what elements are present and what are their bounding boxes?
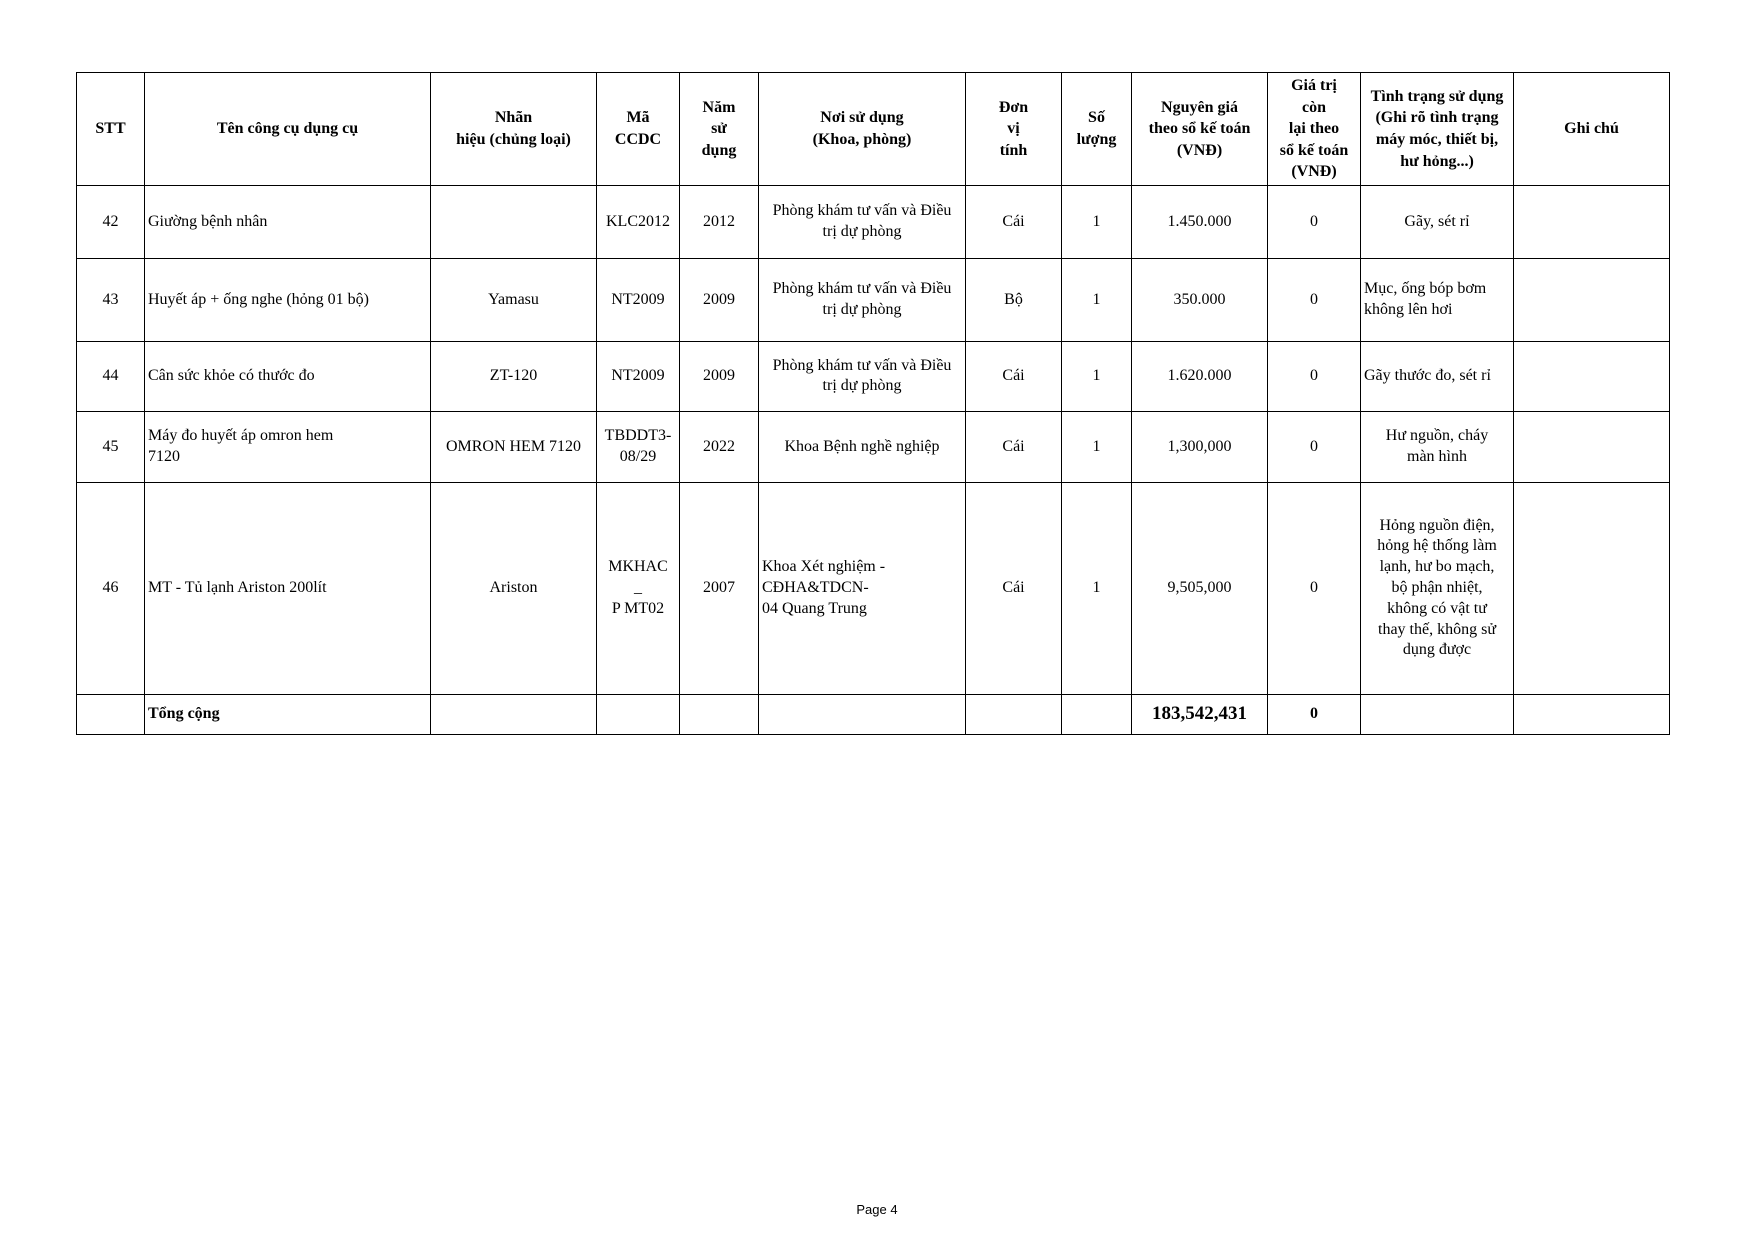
cell-stt: 45 [77,411,145,482]
total-empty-cell [1361,694,1514,734]
cell-code: TBDDT3- 08/29 [597,411,680,482]
cell-note [1514,482,1670,694]
cell-year: 2007 [680,482,759,694]
cell-qty: 1 [1062,411,1132,482]
header-row [77,73,1670,186]
header-qty: Số lượng [1062,73,1132,186]
header-location: Nơi sử dụng (Khoa, phòng) [759,73,966,186]
cell-stt: 46 [77,482,145,694]
cell-code: KLC2012 [597,185,680,258]
total-empty-cell [431,694,597,734]
total-empty-cell [966,694,1062,734]
cell-remaining: 0 [1268,185,1361,258]
cell-unit: Bộ [966,258,1062,341]
cell-unit: Cái [966,185,1062,258]
cell-remaining: 0 [1268,482,1361,694]
total-label: Tổng cộng [145,694,431,734]
cell-brand: ZT-120 [431,341,597,411]
cell-unit: Cái [966,411,1062,482]
cell-cost: 9,505,000 [1132,482,1268,694]
cell-cost: 1.620.000 [1132,341,1268,411]
cell-year: 2009 [680,341,759,411]
cell-year: 2012 [680,185,759,258]
cell-cost: 1.450.000 [1132,185,1268,258]
cell-remaining: 0 [1268,341,1361,411]
cell-unit: Cái [966,341,1062,411]
cell-code: NT2009 [597,341,680,411]
total-remaining: 0 [1268,694,1361,734]
cell-qty: 1 [1062,258,1132,341]
cell-stt: 42 [77,185,145,258]
cell-cost: 1,300,000 [1132,411,1268,482]
cell-name: Cân sức khỏe có thước đo [145,341,431,411]
cell-name: Giường bệnh nhân [145,185,431,258]
total-empty-cell [1514,694,1670,734]
cell-qty: 1 [1062,482,1132,694]
cell-year: 2009 [680,258,759,341]
cell-remaining: 0 [1268,411,1361,482]
cell-note [1514,185,1670,258]
cell-note [1514,341,1670,411]
cell-condition: Mục, ống bóp bơm không lên hơi [1361,258,1514,341]
header-code: Mã CCDC [597,73,680,186]
cell-remaining: 0 [1268,258,1361,341]
header-remaining: Giá trị còn lại theo sổ kế toán (VNĐ) [1268,73,1361,186]
cell-condition: Hỏng nguồn điện, hỏng hệ thống làm lạnh, hư bo mạch, bộ phận nhiệt, không có vật tư thay thế, không sử dụng được [1361,482,1514,694]
total-empty-cell [759,694,966,734]
cell-code: MKHAC _ P MT02 [597,482,680,694]
header-stt: STT [77,73,145,186]
cell-code: NT2009 [597,258,680,341]
cell-name: MT - Tủ lạnh Ariston 200lít [145,482,431,694]
table-row [77,411,1670,482]
cell-condition: Gãy, sét rỉ [1361,185,1514,258]
cell-year: 2022 [680,411,759,482]
total-empty-cell [597,694,680,734]
cell-note [1514,411,1670,482]
cell-cost: 350.000 [1132,258,1268,341]
cell-location: Khoa Xét nghiệm - CĐHA&TDCN- 04 Quang Trung [759,482,966,694]
cell-brand [431,185,597,258]
cell-stt: 43 [77,258,145,341]
header-brand: Nhãn hiệu (chủng loại) [431,73,597,186]
cell-condition: Hư nguồn, cháy màn hình [1361,411,1514,482]
total-empty-cell [1062,694,1132,734]
header-name: Tên công cụ dụng cụ [145,73,431,186]
header-unit: Đơn vị tính [966,73,1062,186]
table-row [77,341,1670,411]
cell-location: Phòng khám tư vấn và Điều trị dự phòng [759,258,966,341]
cell-name: Máy đo huyết áp omron hem 7120 [145,411,431,482]
cell-condition: Gãy thước đo, sét rỉ [1361,341,1514,411]
cell-note [1514,258,1670,341]
cell-location: Phòng khám tư vấn và Điều trị dự phòng [759,185,966,258]
total-empty-cell [680,694,759,734]
asset-table [76,72,1670,735]
header-cost: Nguyên giá theo sổ kế toán (VNĐ) [1132,73,1268,186]
cell-name: Huyết áp + ống nghe (hỏng 01 bộ) [145,258,431,341]
page-number: Page 4 [856,1202,898,1217]
total-row [77,694,1670,734]
header-condition: Tình trạng sử dụng (Ghi rõ tình trạng máy móc, thiết bị, hư hỏng...) [1361,73,1514,186]
header-year: Năm sử dụng [680,73,759,186]
cell-brand: OMRON HEM 7120 [431,411,597,482]
cell-unit: Cái [966,482,1062,694]
cell-brand: Yamasu [431,258,597,341]
cell-stt: 44 [77,341,145,411]
total-stt-cell [77,694,145,734]
table-row [77,258,1670,341]
total-cost: 183,542,431 [1132,694,1268,734]
cell-location: Phòng khám tư vấn và Điều trị dự phòng [759,341,966,411]
cell-qty: 1 [1062,185,1132,258]
table-row [77,185,1670,258]
cell-qty: 1 [1062,341,1132,411]
cell-brand: Ariston [431,482,597,694]
header-note: Ghi chú [1514,73,1670,186]
cell-location: Khoa Bệnh nghề nghiệp [759,411,966,482]
table-row [77,482,1670,694]
